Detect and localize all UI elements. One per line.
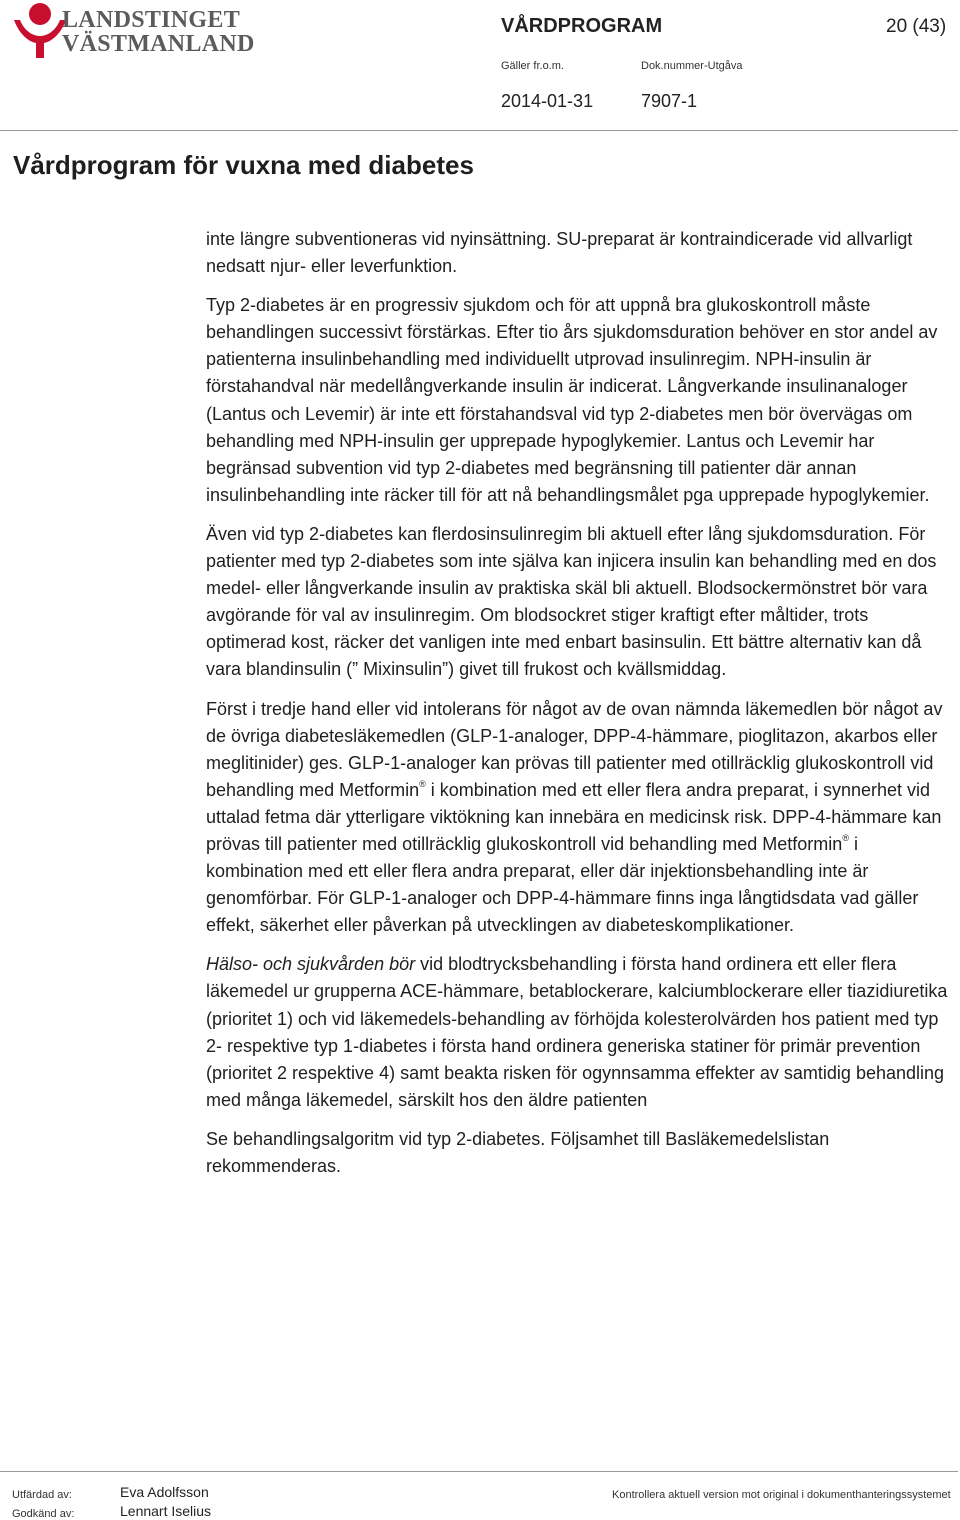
header-divider — [0, 130, 958, 131]
approved-by-name: Lennart Iselius — [120, 1503, 212, 1519]
page-number: 20 (43) — [886, 16, 947, 37]
paragraph-5-rest: vid blodtrycksbehandling i första hand ordinera ett eller flera läkemedel ur grupperna ACE-hämmare, betablockerare, kalciumblockerare eller tiazidiuretika (prioritet 1) och vid läkemedels-behandling av förhöjda kolesterolvärden hos patient med typ 2- respektive typ 1-diabetes i första hand ordinera generiska statiner för primär prevention (prioritet 2 respektive 4) samt beakta risken för ogynnsamma effekter av samtidig behandling med många läkemedel, särskilt hos den äldre patienten — [206, 954, 948, 1110]
approved-by-label: Godkänd av: — [12, 1508, 75, 1520]
paragraph-4-part-b: i kombination med ett eller flera andra preparat, i synnerhet vid uttalad fetma där ytterligare viktökning kan innebära en medicinsk risk. DPP-4-hämmare kan prövas till patienter med otillräcklig glukoskontroll vid behandling med Metformin — [206, 779, 942, 854]
paragraph-4 — [206, 696, 951, 940]
paragraph-4-part-a: Först i tredje hand eller vid intolerans för något av de ovan nämnda läkemedlen bör något av de övriga diabetesläkemedlen (GLP-1-analoger, DPP-4-hämmare, pioglitazon, akarbos eller meglitinider) ges. GLP-1-analoger kan prövas till patienter med otillräcklig glukoskontroll vid behandling med Metformin — [206, 698, 943, 800]
valid-from-value: 2014-01-31 — [501, 91, 594, 111]
registered-mark: ® — [842, 832, 849, 843]
paragraph-3: Även vid typ 2-diabetes kan flerdosinsulinregim bli aktuell efter lång sjukdomsduration. För patienter med typ 2-diabetes som inte själva kan injicera insulin kan behandling med en dos medel- eller långverkande insulin av praktiska skäl bli aktuell. Blodsockermönstret bör vara avgörande för val av insulinregim. Om blodsockret stiger kraftigt efter måltider, trots optimerad kost, räcker det vanligen inte med enbart basinsulin. Ett bättre alternativ kan då vara blandinsulin (” Mixinsulin”) givet till frukost och kvällsmiddag. — [206, 523, 937, 680]
document-title: Vårdprogram för vuxna med diabetes — [13, 150, 474, 180]
issued-by-label: Utfärdad av: — [12, 1489, 72, 1501]
logo-line-2: VÄSTMANLAND — [62, 31, 255, 57]
paragraph-6: Se behandlingsalgoritm vid typ 2-diabetes. Följsamhet till Basläkemedelslistan rekommenderas. — [206, 1128, 830, 1176]
paragraph-1: inte längre subventioneras vid nyinsättning. SU-preparat är kontraindicerade vid allvarligt nedsatt njur- eller leverfunktion. — [206, 229, 913, 277]
document-type: VÅRDPROGRAM — [501, 15, 663, 37]
paragraph-5-italic: Hälso- och sjukvården bör — [206, 954, 416, 975]
valid-from-label: Gäller fr.o.m. — [501, 60, 564, 72]
version-control-note: Kontrollera aktuell version mot original i dokumenthanteringssystemet — [612, 1489, 951, 1501]
paragraph-2: Typ 2-diabetes är en progressiv sjukdom och för att uppnå bra glukoskontroll måste behandlingen successivt förstärkas. Efter tio års sjukdomsduration behöver en stor andel av patienterna insulinbehandling med individuellt utprovad insulinregim. NPH-insulin är förstahandval när medellångverkande insulin är indicerat. Långverkande insulinanaloger (Lantus och Levemir) är inte ett förstahandsval vid typ 2-diabetes men bör övervägas om behandling med NPH-insulin ger upprepade hypoglykemier. Lantus och Levemir har begränsad subvention vid typ 2-diabetes med begränsning till patienter där annan insulinbehandling inte räcker till för att nå behandlingsmålet pga upprepade hypoglykemier. — [206, 295, 938, 505]
footer-divider — [0, 1471, 958, 1472]
logo-line-1: LANDSTINGET — [62, 7, 241, 33]
body-text — [206, 226, 951, 1192]
paragraph-5 — [206, 951, 951, 1114]
registered-mark: ® — [419, 778, 426, 789]
issued-by-name: Eva Adolfsson — [120, 1484, 209, 1500]
logo-wordmark — [62, 8, 255, 56]
paragraph-4-part-c: i kombination med ett eller flera andra preparat, eller där injektionsbehandling inte är genomförbar. För GLP-1-analoger och DPP-4-hämmare finns inga långtidsdata vad gäller effekt, säkerhet eller påverkan på utvecklingen av diabeteskomplikationer. — [206, 833, 919, 936]
document-number-label: Dok.nummer-Utgåva — [641, 60, 743, 72]
document-number-value: 7907-1 — [641, 91, 698, 111]
